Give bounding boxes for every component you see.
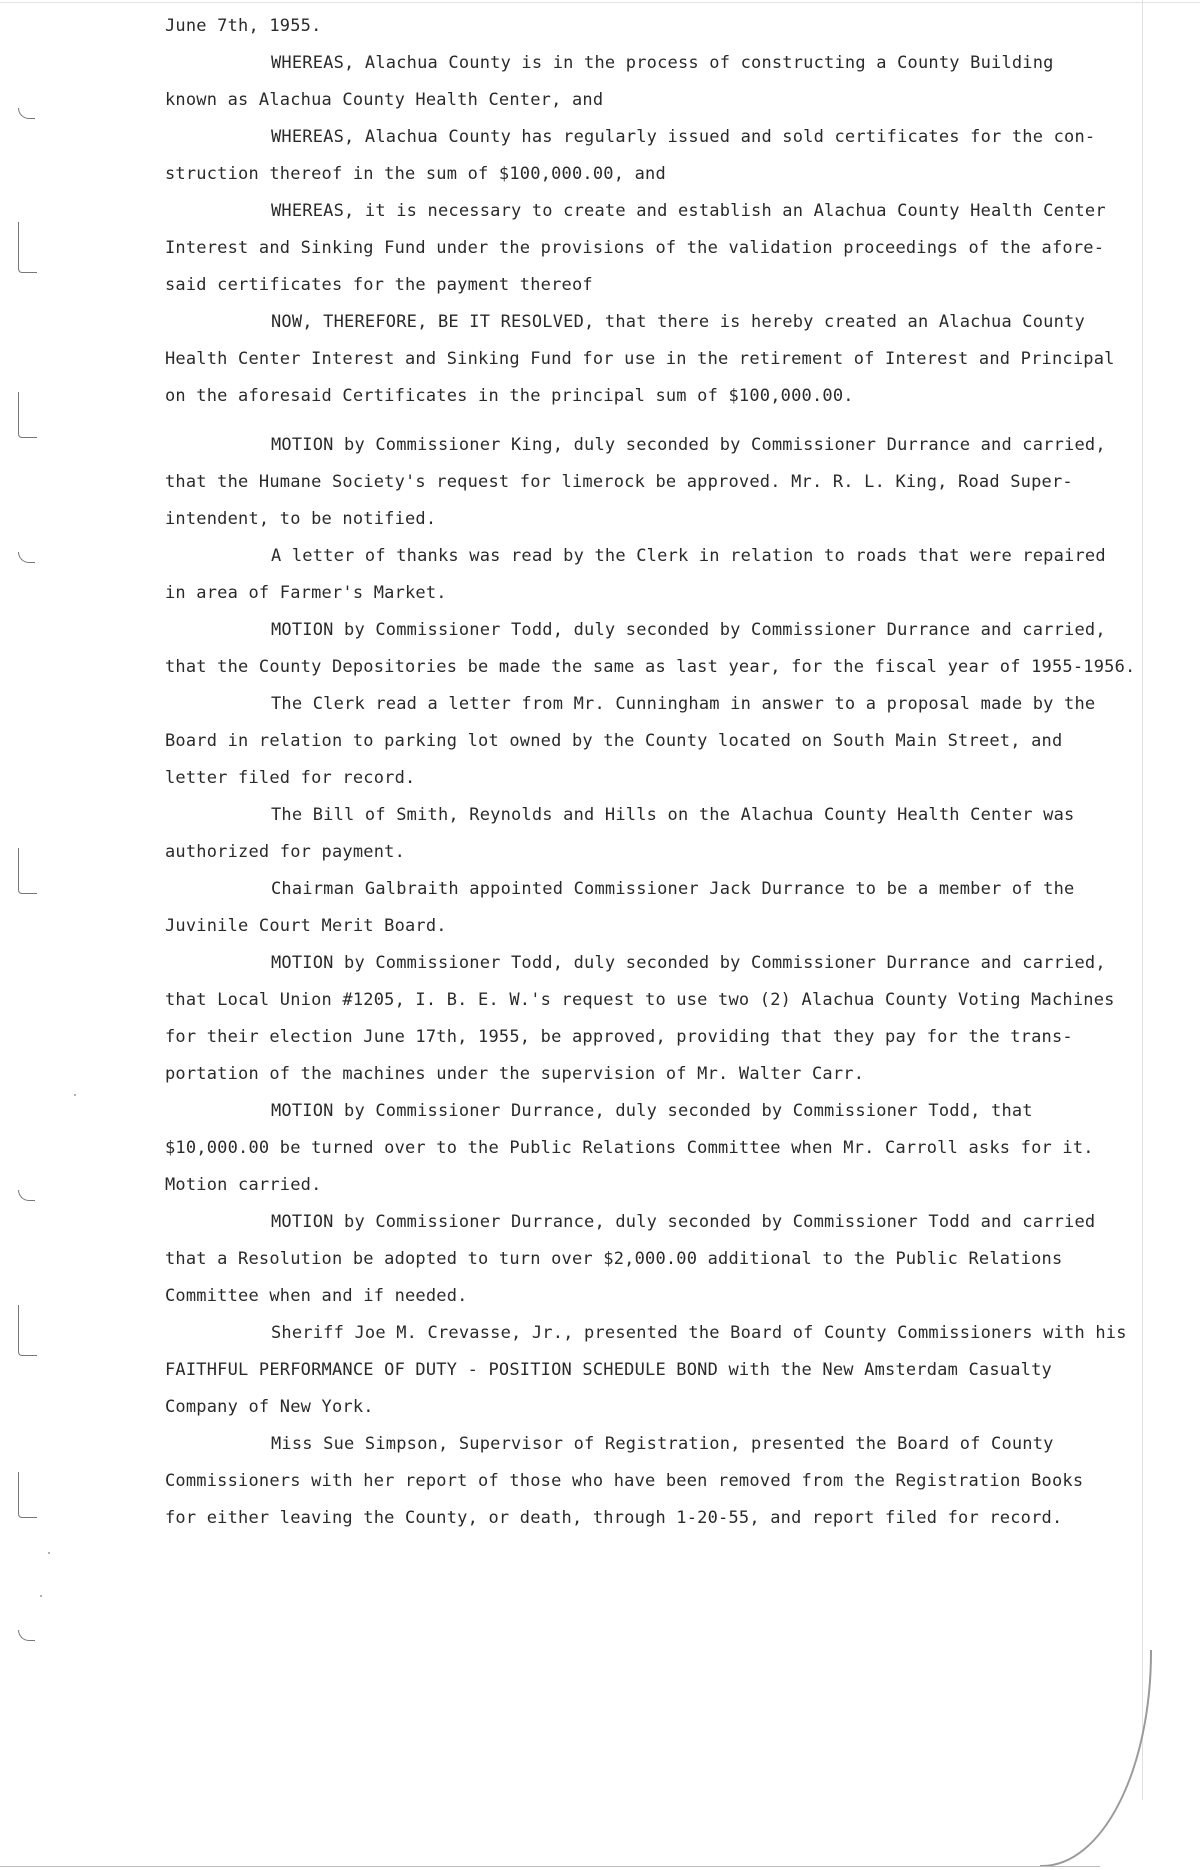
- minutes-line: MOTION by Commissioner Durrance, duly seconded by Commissioner Todd, that: [271, 1101, 1033, 1121]
- minutes-line: Miss Sue Simpson, Supervisor of Registration, presented the Board of County: [271, 1434, 1054, 1454]
- resolution-line: struction thereof in the sum of $100,000.00, and: [165, 164, 666, 184]
- binder-hole-mark: [18, 1305, 37, 1356]
- minutes-line: Committee when and if needed.: [165, 1286, 468, 1306]
- minutes-line: portation of the machines under the supervision of Mr. Walter Carr.: [165, 1064, 865, 1084]
- minutes-line: for either leaving the County, or death, through 1-20-55, and report filed for record.: [165, 1508, 1063, 1528]
- scan-speck: [48, 1552, 50, 1554]
- minutes-line: Chairman Galbraith appointed Commissioner Jack Durrance to be a member of the: [271, 879, 1075, 899]
- resolution-line: NOW, THEREFORE, BE IT RESOLVED, that there is hereby created an Alachua County: [271, 312, 1085, 332]
- minutes-line: in area of Farmer's Market.: [165, 583, 447, 603]
- resolution-line: said certificates for the payment thereof: [165, 275, 593, 295]
- bottom-edge-line: [0, 1866, 1100, 1867]
- minutes-line: A letter of thanks was read by the Clerk in relation to roads that were repaired: [271, 546, 1106, 566]
- binder-hole-mark: [18, 108, 35, 119]
- resolution-line: WHEREAS, it is necessary to create and establish an Alachua County Health Center: [271, 201, 1106, 221]
- minutes-line: MOTION by Commissioner Durrance, duly seconded by Commissioner Todd and carried: [271, 1212, 1096, 1232]
- binder-hole-mark: [18, 1630, 35, 1641]
- binder-hole-mark: [18, 1472, 37, 1518]
- minutes-line: letter filed for record.: [165, 768, 416, 788]
- page-curl-corner: [1040, 1650, 1152, 1867]
- minutes-line: $10,000.00 be turned over to the Public Relations Committee when Mr. Carroll asks for it.: [165, 1138, 1094, 1158]
- minutes-line: authorized for payment.: [165, 842, 406, 862]
- minutes-line: that the Humane Society's request for limerock be approved. Mr. R. L. King, Road Super-: [165, 472, 1073, 492]
- minutes-line: that Local Union #1205, I. B. E. W.'s request to use two (2) Alachua County Voting Machines: [165, 990, 1115, 1010]
- binder-hole-mark: [18, 222, 37, 273]
- date-line: June 7th, 1955.: [165, 16, 322, 36]
- minutes-line: Company of New York.: [165, 1397, 374, 1417]
- minutes-line: MOTION by Commissioner Todd, duly seconded by Commissioner Durrance and carried,: [271, 620, 1106, 640]
- minutes-line: Commissioners with her report of those who have been removed from the Registration Books: [165, 1471, 1084, 1491]
- top-edge-line: [0, 2, 1200, 3]
- scan-speck: [74, 1094, 76, 1096]
- binder-hole-mark: [18, 1190, 35, 1201]
- resolution-line: WHEREAS, Alachua County is in the process of constructing a County Building: [271, 53, 1054, 73]
- minutes-line: for their election June 17th, 1955, be approved, providing that they pay for the trans-: [165, 1027, 1073, 1047]
- minutes-line: MOTION by Commissioner Todd, duly seconded by Commissioner Durrance and carried,: [271, 953, 1106, 973]
- binder-hole-mark: [18, 552, 35, 563]
- minutes-line: MOTION by Commissioner King, duly seconded by Commissioner Durrance and carried,: [271, 435, 1106, 455]
- minutes-line: FAITHFUL PERFORMANCE OF DUTY - POSITION SCHEDULE BOND with the New Amsterdam Casualty: [165, 1360, 1052, 1380]
- minutes-text-block: [165, 8, 1155, 1537]
- paragraph-gap: [165, 415, 1155, 427]
- minutes-line: The Clerk read a letter from Mr. Cunningham in answer to a proposal made by the: [271, 694, 1096, 714]
- resolution-line: WHEREAS, Alachua County has regularly issued and sold certificates for the con-: [271, 127, 1096, 147]
- minutes-line: The Bill of Smith, Reynolds and Hills on the Alachua County Health Center was: [271, 805, 1075, 825]
- minutes-line: intendent, to be notified.: [165, 509, 437, 529]
- scan-speck: [40, 1595, 42, 1597]
- minutes-line: that the County Depositories be made the same as last year, for the fiscal year of 1955-1956.: [165, 657, 1136, 677]
- minutes-line: that a Resolution be adopted to turn over $2,000.00 additional to the Public Relations: [165, 1249, 1063, 1269]
- resolution-line: Health Center Interest and Sinking Fund for use in the retirement of Interest and Principal: [165, 349, 1115, 369]
- resolution-line: known as Alachua County Health Center, and: [165, 90, 604, 110]
- resolution-line: Interest and Sinking Fund under the provisions of the validation proceedings of the afore-: [165, 238, 1105, 258]
- binder-hole-mark: [18, 848, 37, 894]
- minutes-line: Board in relation to parking lot owned by the County located on South Main Street, and: [165, 731, 1063, 751]
- binder-hole-mark: [18, 392, 37, 438]
- minutes-line: Motion carried.: [165, 1175, 322, 1195]
- minutes-line: Juvinile Court Merit Board.: [165, 916, 447, 936]
- resolution-line: on the aforesaid Certificates in the principal sum of $100,000.00.: [165, 386, 854, 406]
- minutes-line: Sheriff Joe M. Crevasse, Jr., presented the Board of County Commissioners with his: [271, 1323, 1127, 1343]
